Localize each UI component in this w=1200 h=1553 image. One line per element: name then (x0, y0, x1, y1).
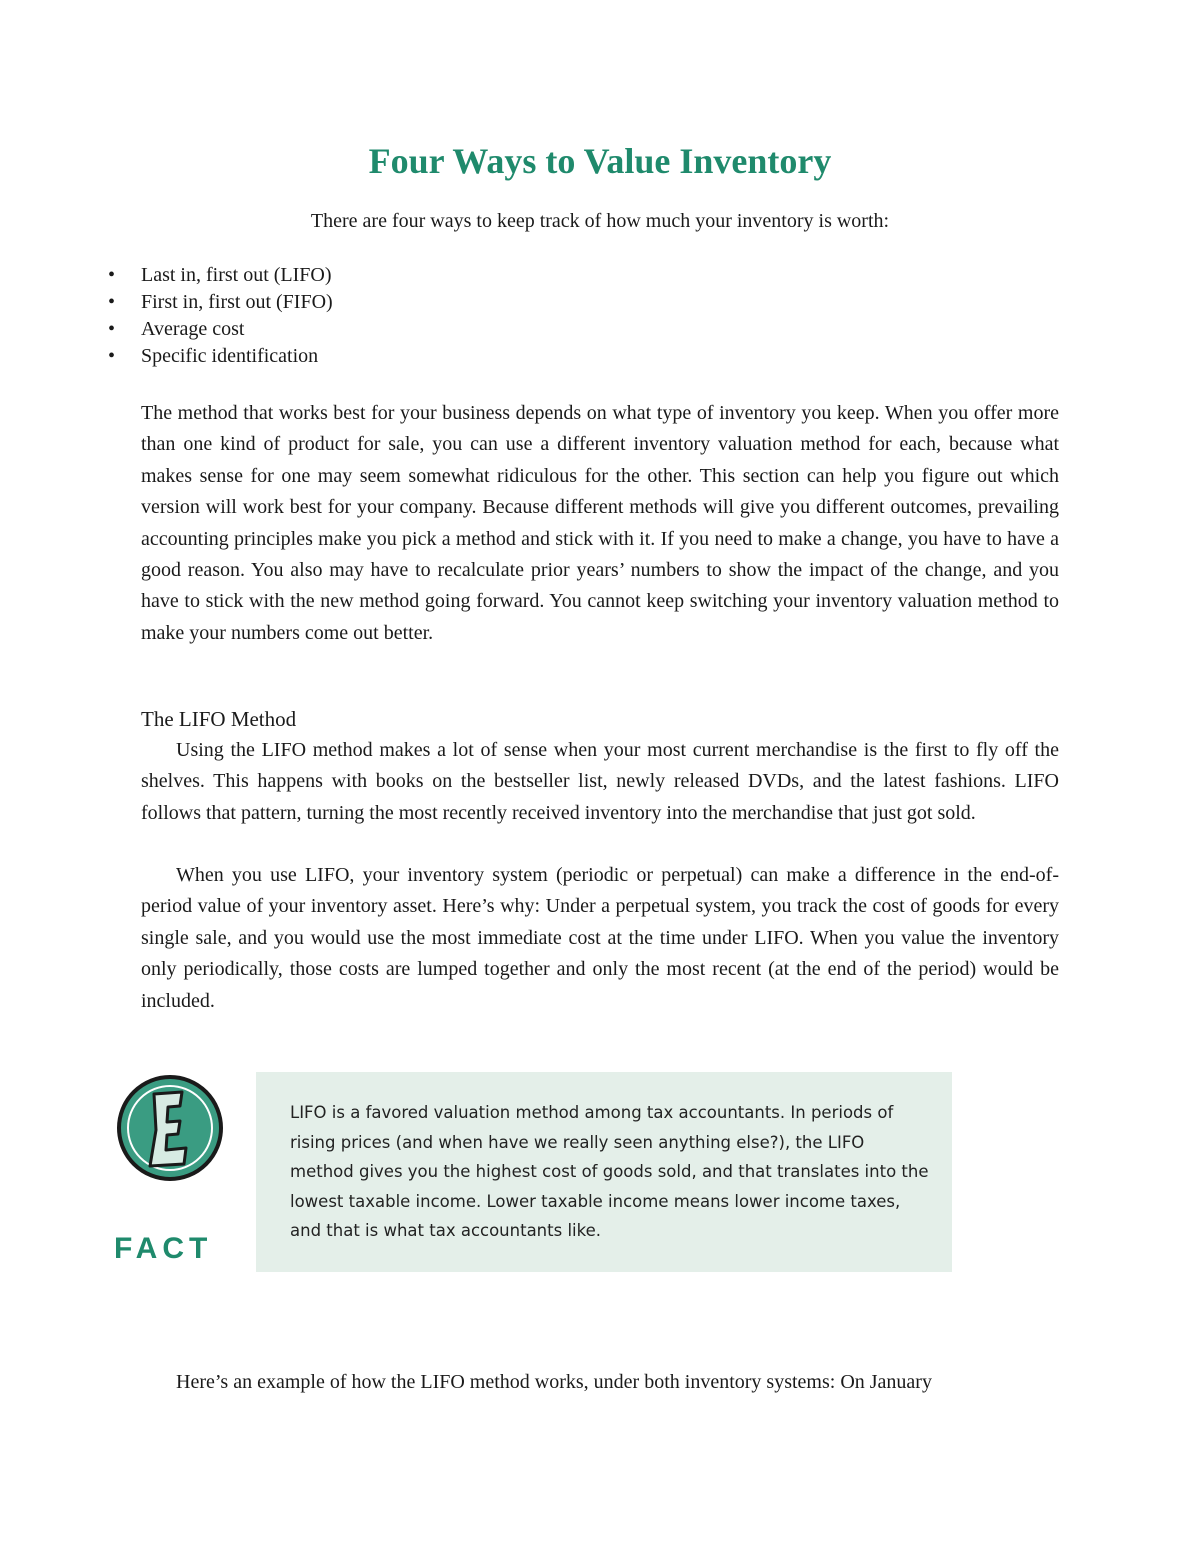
body-paragraph: Using the LIFO method makes a lot of sense when your most current merchandise is the first to fly off the shelves. This happens with books on the bestseller list, newly released DVDs, and the latest fashions. LIFO follows that pattern, turning the most recently received inventory into the merchandise that just got sold. (141, 739, 1059, 824)
bullet-icon: • (108, 345, 116, 367)
list-item (108, 262, 333, 289)
bullet-icon: • (108, 318, 116, 340)
list-item-text: Last in, first out (LIFO) (141, 264, 332, 286)
list-item (108, 316, 333, 343)
intro-text: There are four ways to keep track of how much your inventory is worth: (310, 210, 890, 232)
list-item-text: First in, first out (FIFO) (141, 291, 333, 313)
section-heading: The LIFO Method (141, 707, 297, 731)
list-item-text: Specific identification (141, 345, 319, 367)
list-item (108, 343, 333, 370)
methods-list (108, 262, 333, 370)
page-title: Four Ways to Value Inventory (368, 141, 832, 181)
bullet-icon: • (108, 264, 116, 286)
fact-e-icon (114, 1072, 226, 1184)
body-paragraph: When you use LIFO, your inventory system (periodic or perpetual) can make a difference in the end-of-period value of your inventory asset. Here’s why: Under a perpetual system, you track the cost of goods for every single sale, and you would use the most immediate cost at the time under LIFO. When you value the inventory only periodically, those costs are lumped together and only the most recent (at the end of the period) would be included. (141, 864, 1059, 1012)
fact-label: FACT (114, 1232, 213, 1265)
body-paragraph: The method that works best for your business depends on what type of inventory you keep. When you offer more than one kind of product for sale, you can use a different inventory valuation method for each, because what makes sense for one may seem somewhat ridiculous for the other. This section can help you figure out which version will work best for your company. Because different methods will give you different outcomes, prevailing accounting principles make you pick a method and stick with it. If you need to make a change, you have to have a good reason. You also may have to recalculate prior years’ numbers to show the impact of the change, and you have to stick with the new method going forward. You cannot keep switching your inventory valuation method to make your numbers come out better. (141, 402, 1059, 644)
list-item (108, 289, 333, 316)
body-paragraph: Here’s an example of how the LIFO method works, under both inventory systems: On January (176, 1371, 932, 1393)
list-item-text: Average cost (141, 318, 245, 340)
fact-text: LIFO is a favored valuation method among tax accountants. In periods of rising prices (and when have we really seen anything else?), the LIFO method gives you the highest cost of goods sold, and that translates into the lowest taxable income. Lower taxable income means lower income taxes, and that is what tax accountants like. (290, 1103, 929, 1240)
bullet-icon: • (108, 291, 116, 313)
